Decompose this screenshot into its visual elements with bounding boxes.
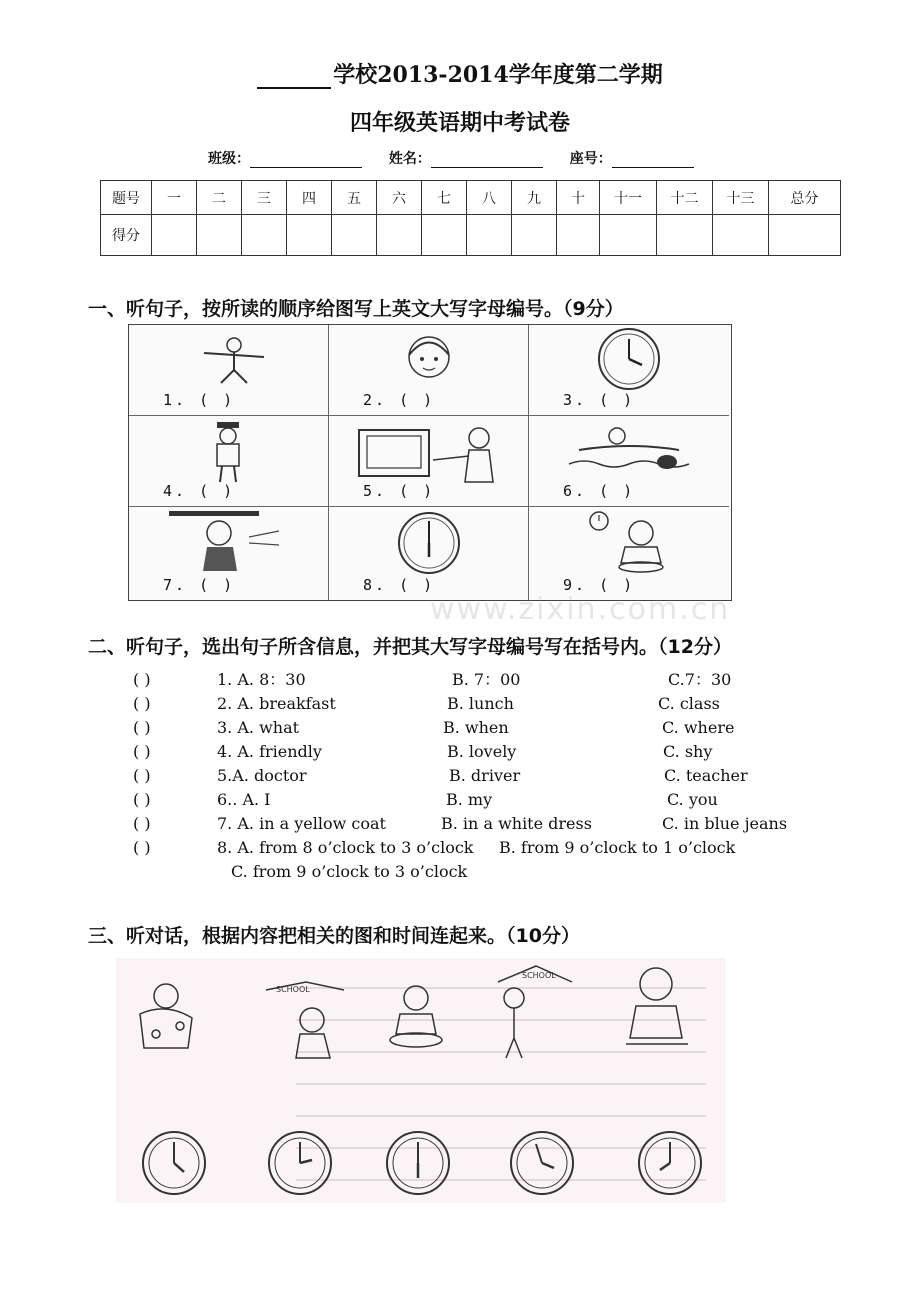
option-c: C.7：30	[668, 670, 732, 689]
question-row-continued	[0, 860, 920, 884]
studying-illustration	[626, 968, 688, 1044]
answer-label-2[interactable]: 2. ( )	[363, 391, 436, 409]
answer-label-4[interactable]: 4. ( )	[163, 482, 236, 500]
option-a: 3. A. what	[217, 718, 300, 737]
clock-icon	[529, 325, 729, 395]
exam-title-line1: 学校2013-2014学年度第二学期	[0, 58, 920, 89]
question-row	[0, 692, 920, 716]
option-b: B. driver	[449, 766, 521, 785]
school-walk-illustration	[498, 966, 572, 1058]
clock-icon	[639, 1132, 701, 1194]
option-b: B. 7：00	[452, 670, 521, 689]
answer-paren[interactable]: ( )	[133, 694, 151, 713]
option-b: B. lunch	[447, 694, 514, 713]
answer-label-9[interactable]: 9. ( )	[563, 576, 636, 594]
seat-label: 座号：	[569, 151, 612, 167]
dancing-girl-illustration	[129, 325, 329, 395]
score-input-cell[interactable]	[377, 215, 422, 256]
answer-paren[interactable]: ( )	[133, 718, 151, 737]
table-cell: 十二	[657, 181, 713, 215]
eating-illustration	[390, 986, 442, 1047]
score-input-cell[interactable]	[713, 215, 769, 256]
clock-icon	[143, 1132, 205, 1194]
question-row	[0, 788, 920, 812]
table-cell: 十	[557, 181, 600, 215]
answer-paren[interactable]: ( )	[133, 790, 151, 809]
student-info-row	[208, 148, 716, 168]
section3-matching-picture	[116, 958, 726, 1203]
picture-cell-1	[129, 325, 329, 416]
answer-label-5[interactable]: 5. ( )	[363, 482, 436, 500]
girl-face-illustration	[329, 325, 529, 395]
picture-cell-4	[129, 416, 329, 507]
watermark-text: www.zixin.com.cn	[430, 592, 731, 627]
table-cell: 四	[287, 181, 332, 215]
clock-icon	[329, 507, 529, 577]
matching-scene-illustration	[116, 958, 726, 1203]
option-b: B. when	[443, 718, 509, 737]
svg-text:SCHOOL: SCHOOL	[522, 971, 556, 980]
question-row	[0, 668, 920, 692]
question-row	[0, 740, 920, 764]
score-input-cell[interactable]	[242, 215, 287, 256]
option-c: C. where	[662, 718, 735, 737]
score-input-cell[interactable]	[557, 215, 600, 256]
boy-running-illustration	[129, 507, 329, 577]
answer-paren[interactable]: ( )	[133, 742, 151, 761]
swimming-illustration	[529, 416, 729, 486]
answer-paren[interactable]: ( )	[133, 838, 151, 857]
name-field[interactable]	[431, 153, 543, 168]
score-input-cell[interactable]	[657, 215, 713, 256]
table-cell: 总分	[769, 181, 841, 215]
option-c: C. class	[658, 694, 720, 713]
score-input-cell[interactable]	[152, 215, 197, 256]
option-a: 2. A. breakfast	[217, 694, 336, 713]
picture-cell-5	[329, 416, 529, 507]
section1-title: 一、听句子，按所读的顺序给图写上英文大写字母编号。（9分）	[88, 298, 624, 320]
answer-label-1[interactable]: 1. ( )	[163, 391, 236, 409]
boy-eating-illustration	[529, 507, 729, 577]
clock-row	[143, 1132, 701, 1194]
table-cell: 六	[377, 181, 422, 215]
table-cell: 五	[332, 181, 377, 215]
option-c: C. teacher	[664, 766, 748, 785]
table-cell: 十一	[600, 181, 657, 215]
answer-label-6[interactable]: 6. ( )	[563, 482, 636, 500]
question-row	[0, 836, 920, 860]
answer-paren[interactable]: ( )	[133, 766, 151, 785]
question-row	[0, 812, 920, 836]
option-a: 4. A. friendly	[217, 742, 322, 761]
option-c: C. from 9 o’clock to 3 o’clock	[231, 862, 468, 881]
answer-label-3[interactable]: 3. ( )	[563, 391, 636, 409]
score-input-cell[interactable]	[600, 215, 657, 256]
school-name-blank[interactable]	[257, 67, 331, 89]
section3-title: 三、听对话，根据内容把相关的图和时间连起来。（10分）	[88, 925, 580, 947]
answer-paren[interactable]: ( )	[133, 670, 151, 689]
score-table-header-row	[101, 181, 841, 215]
clock-icon	[387, 1132, 449, 1194]
score-input-cell[interactable]	[422, 215, 467, 256]
option-b: B. lovely	[447, 742, 517, 761]
clock-icon	[511, 1132, 573, 1194]
policeman-illustration	[129, 416, 329, 486]
answer-paren[interactable]: ( )	[133, 814, 151, 833]
option-a: 1. A. 8：30	[217, 670, 306, 689]
tv-watching-illustration	[329, 416, 529, 486]
table-cell: 三	[242, 181, 287, 215]
table-cell: 二	[197, 181, 242, 215]
section2-questions	[0, 668, 920, 888]
option-b: B. from 9 o’clock to 1 o’clock	[499, 838, 736, 857]
picture-cell-2	[329, 325, 529, 416]
question-row	[0, 716, 920, 740]
table-cell: 八	[467, 181, 512, 215]
score-input-cell[interactable]	[332, 215, 377, 256]
score-table	[100, 180, 841, 256]
score-input-cell[interactable]	[467, 215, 512, 256]
section2-title: 二、听句子，选出句子所含信息，并把其大写字母编号写在括号内。（12分）	[88, 636, 732, 658]
option-b: B. in a white dress	[441, 814, 592, 833]
option-a: 7. A. in a yellow coat	[217, 814, 386, 833]
score-table-score-row	[101, 215, 841, 256]
option-b: B. my	[446, 790, 493, 809]
answer-label-7[interactable]: 7. ( )	[163, 576, 236, 594]
question-row	[0, 764, 920, 788]
picture-cell-6	[529, 416, 729, 507]
table-cell: 七	[422, 181, 467, 215]
class-field[interactable]	[250, 153, 362, 168]
table-cell: 十三	[713, 181, 769, 215]
table-cell: 九	[512, 181, 557, 215]
table-cell: 一	[152, 181, 197, 215]
name-label: 姓名：	[388, 151, 431, 167]
picture-cell-3	[529, 325, 729, 416]
answer-label-8[interactable]: 8. ( )	[363, 576, 436, 594]
option-a: 6.. A. I	[217, 790, 271, 809]
picture-cell-9	[529, 507, 729, 600]
option-c: C. shy	[663, 742, 713, 761]
class-label: 班级：	[208, 151, 250, 167]
clock-icon	[269, 1132, 331, 1194]
exam-title-line2: 四年级英语期中考试卷	[349, 110, 570, 136]
picture-cell-7	[129, 507, 329, 600]
score-input-cell[interactable]	[197, 215, 242, 256]
sleeping-illustration	[140, 984, 192, 1048]
score-input-cell[interactable]	[512, 215, 557, 256]
score-input-cell[interactable]	[769, 215, 841, 256]
score-input-cell[interactable]	[287, 215, 332, 256]
table-cell: 得分	[101, 215, 152, 256]
option-a: 5.A. doctor	[217, 766, 307, 785]
option-c: C. in blue jeans	[662, 814, 788, 833]
option-c: C. you	[667, 790, 718, 809]
picture-cell-8	[329, 507, 529, 600]
seat-field[interactable]	[612, 153, 694, 168]
table-cell: 题号	[101, 181, 152, 215]
section1-picture-grid	[128, 324, 732, 601]
option-a: 8. A. from 8 o’clock to 3 o’clock	[217, 838, 474, 857]
svg-text:SCHOOL: SCHOOL	[276, 985, 310, 994]
